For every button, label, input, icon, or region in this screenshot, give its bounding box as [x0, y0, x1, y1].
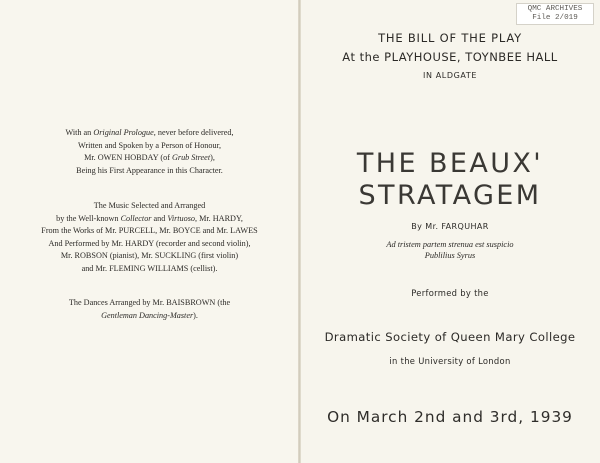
credit-line — [0, 165, 299, 178]
credit-line — [0, 140, 299, 153]
credit-text: ), — [210, 153, 215, 163]
play-title-line-1: THE BEAUX' — [356, 148, 544, 179]
credit-text: Mr. OWEN HOBDAY (of — [84, 153, 172, 163]
italic-text: Gentleman Dancing-Master — [101, 310, 194, 320]
italic-text: Collector — [120, 213, 152, 223]
credit-text: And Performed by Mr. HARDY (recorder and second violin), — [48, 238, 251, 248]
credit-line — [0, 310, 299, 323]
credit-line — [0, 250, 299, 263]
italic-text: Original Prologue — [93, 128, 154, 137]
locality-line: IN ALDGATE — [423, 71, 477, 80]
performance-dates: On March 2nd and 3rd, 1939 — [327, 408, 573, 426]
italic-text: Grub Street — [171, 153, 211, 163]
archive-stamp — [516, 3, 594, 25]
bill-heading: THE BILL OF THE PLAY — [378, 31, 522, 45]
credit-text: , never before delivered, — [153, 128, 234, 137]
credit-line — [0, 200, 299, 213]
credit-text: and Mr. FLEMING WILLIAMS (cellist). — [81, 263, 218, 273]
motto-line-2 — [300, 251, 600, 260]
archive-stamp-line-2: File 2/019 — [532, 14, 578, 23]
right-page — [300, 0, 600, 463]
credit-text: With an — [65, 128, 94, 137]
credit-text: Being his First Appearance in this Character. — [76, 165, 223, 175]
author-line: By Mr. FARQUHAR — [411, 222, 489, 231]
credit-line — [0, 213, 299, 226]
venue-line: At the PLAYHOUSE, TOYNBEE HALL — [342, 50, 558, 64]
credit-line — [0, 263, 299, 276]
motto-line-1 — [300, 240, 600, 249]
performed-by-line: Performed by the — [411, 288, 489, 298]
credit-text: by the Well-known — [56, 213, 121, 223]
dance-credits — [0, 297, 299, 322]
motto-attribution: Publilius Syrus — [424, 251, 476, 260]
university-line: in the University of London — [389, 356, 511, 366]
credit-line — [0, 297, 299, 310]
credit-line — [0, 152, 299, 165]
credit-text: From the Works of Mr. PURCELL, Mr. BOYCE and Mr. LAWES — [41, 226, 258, 236]
credit-text: , Mr. HARDY, — [195, 213, 243, 223]
italic-text: Virtuoso — [167, 213, 196, 223]
music-credits — [0, 200, 299, 276]
credit-text: Mr. ROBSON (pianist), Mr. SUCKLING (first violin) — [60, 251, 239, 261]
society-name: Dramatic Society of Queen Mary College — [324, 330, 576, 344]
credit-text: The Music Selected and Arranged — [93, 201, 206, 210]
archive-stamp-line-1: QMC ARCHIVES — [527, 5, 583, 13]
credit-text: Written and Spoken by a Person of Honour, — [77, 140, 222, 150]
credit-line — [0, 225, 299, 238]
play-title-line-2: STRATAGEM — [358, 180, 542, 211]
credit-line — [0, 127, 299, 140]
credit-text: and — [151, 213, 168, 223]
credit-text: ). — [193, 310, 198, 320]
credit-line — [0, 238, 299, 251]
prologue-credits — [0, 127, 299, 177]
credit-text: The Dances Arranged by Mr. BAISBROWN (the — [68, 298, 231, 307]
motto-text: Ad tristem partem strenua est suspicio — [386, 240, 514, 249]
